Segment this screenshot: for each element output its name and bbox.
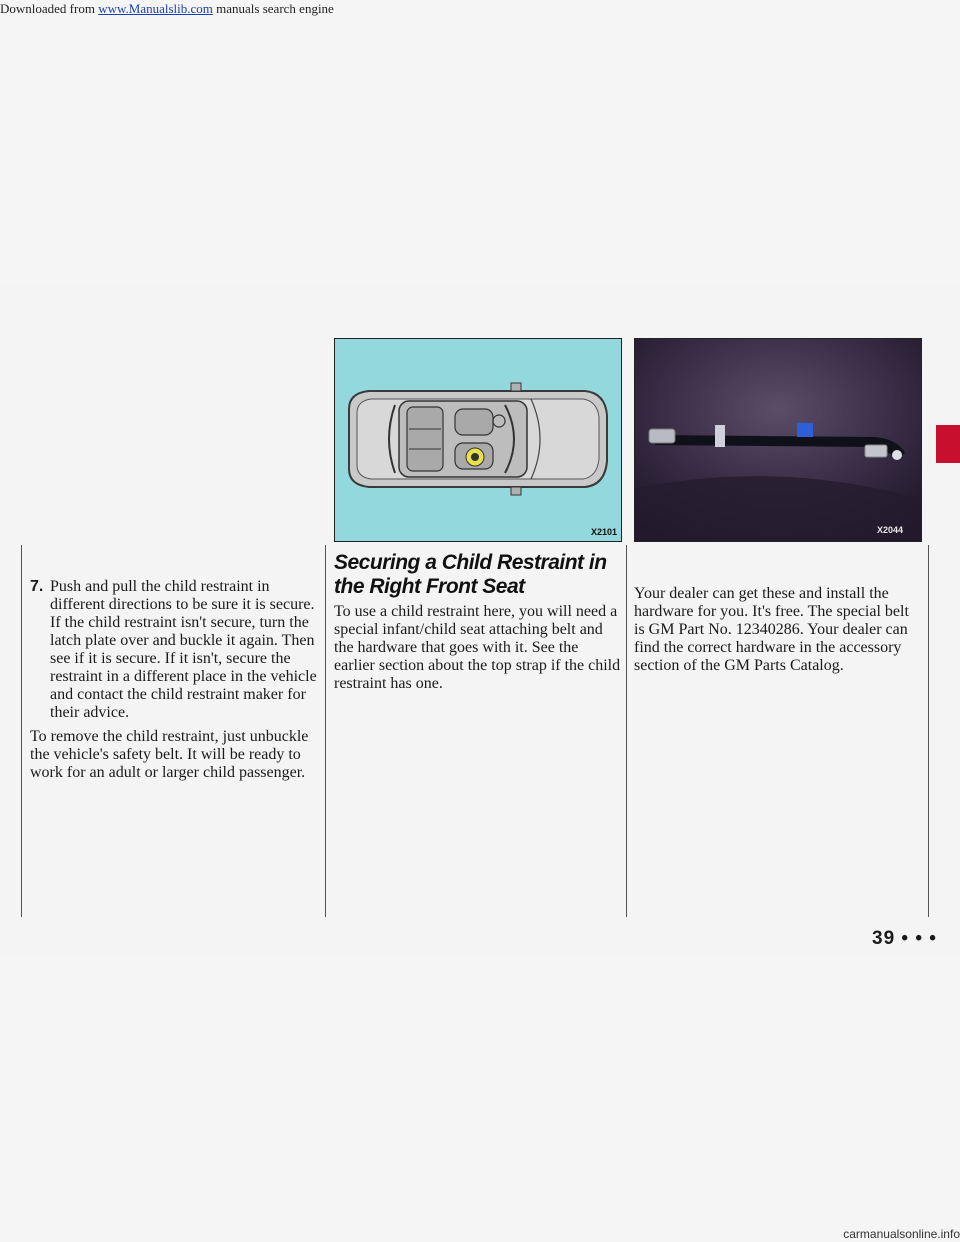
dealer-paragraph: Your dealer can get these and install the hardware for you. It's free. The special belt is GM Part No. 12340286. Your dealer can find the correct hardware in the accessory section of the GM Parts Catalog. xyxy=(634,585,909,674)
left-column-divider xyxy=(21,545,22,917)
step-text: Push and pull the child restraint in different directions to be sure it is secure. If the child restraint isn't secure, turn the latch plate over and buckle it again. Then see if it is secure. If it isn't, secure the restraint in a different place in the vehicle and contact the child restraint maker for their advice. xyxy=(50,578,317,721)
download-banner xyxy=(0,0,960,18)
manualslib-link[interactable]: www.Manualslib.com xyxy=(98,1,213,16)
banner-prefix: Downloaded from xyxy=(0,1,99,16)
middle-column-divider xyxy=(325,545,326,917)
remove-restraint-paragraph: To remove the child restraint, just unbuckle the vehicle's safety belt. It will be ready to work for an adult or larger child passenger. xyxy=(30,728,309,781)
outer-right-divider xyxy=(928,545,929,917)
right-column-divider xyxy=(626,545,627,917)
car-diagram-figure xyxy=(334,338,622,542)
step-number: 7. xyxy=(30,578,44,595)
car-diagram-label: X2101 xyxy=(590,527,617,537)
middle-column xyxy=(334,603,622,693)
right-front-seat-paragraph: To use a child restraint here, you will need a special infant/child seat attaching belt and the hardware that goes with it. See the earlier section about the top strap if the child restraint has one. xyxy=(334,603,621,692)
watermark-footer: carmanualsonline.info xyxy=(843,1227,960,1241)
right-column xyxy=(634,585,922,675)
belt-photo-figure xyxy=(634,338,922,542)
page-number: 39 • • • xyxy=(872,928,937,949)
banner-suffix: manuals search engine xyxy=(212,1,334,16)
step-7 xyxy=(30,578,318,722)
section-tab-marker xyxy=(936,425,960,463)
section-heading: Securing a Child Restraint in the Right Front Seat xyxy=(334,551,607,598)
attaching-belt-photo xyxy=(635,339,921,541)
belt-photo-label: X2044 xyxy=(876,525,903,535)
car-top-view-illustration xyxy=(335,339,621,541)
left-column xyxy=(30,578,318,782)
